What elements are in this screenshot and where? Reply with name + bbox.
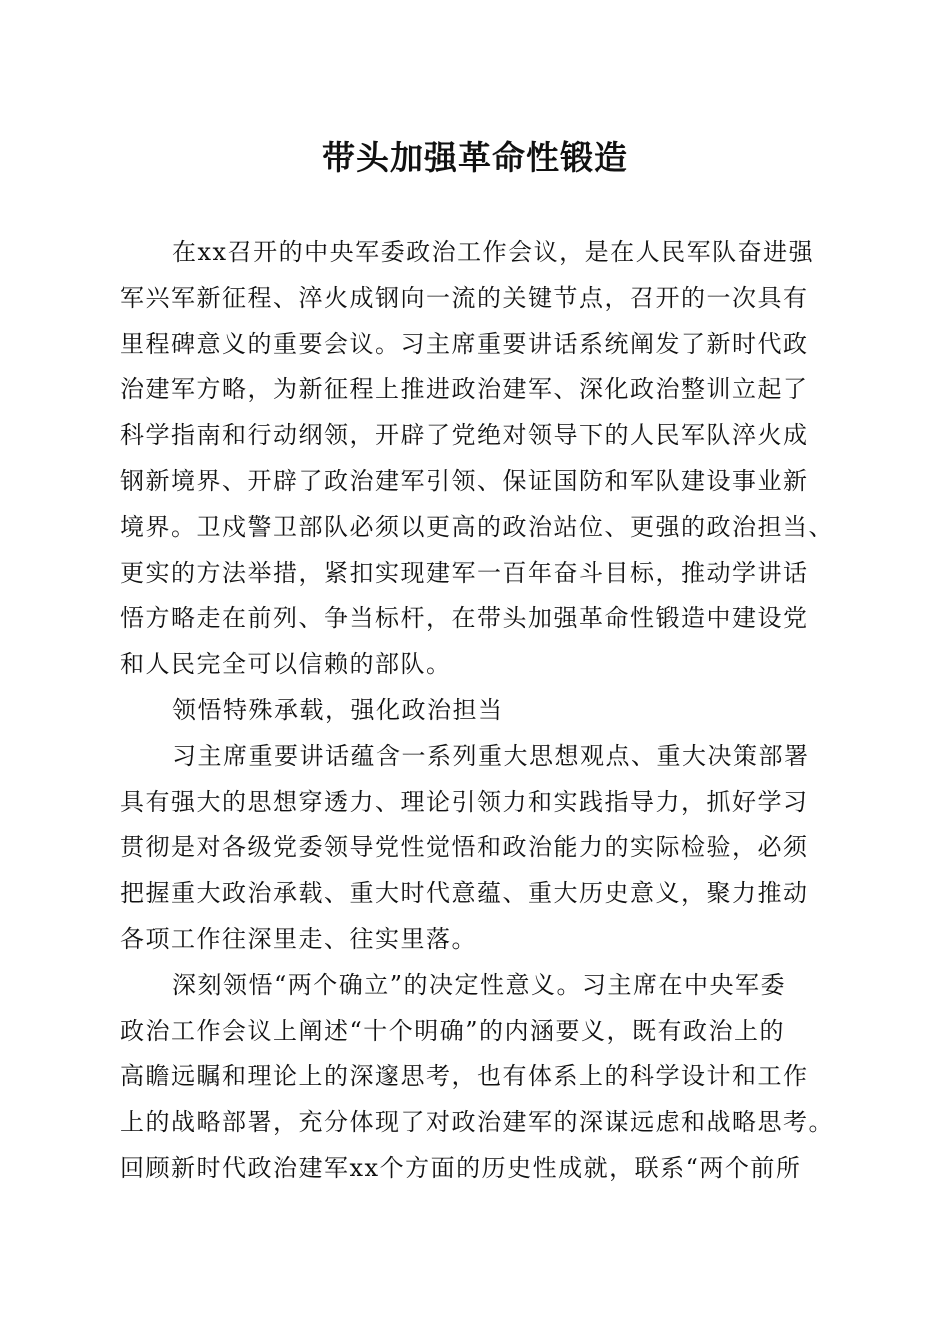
paragraph-line: 具有强大的思想穿透力、理论引领力和实践指导力，抓好学习 xyxy=(120,787,809,816)
paragraph-line: 军兴军新征程、淬火成钢向一流的关键节点，召开的一次具有 xyxy=(120,283,809,312)
paragraph-line: 悟方略走在前列、争当标杆，在带头加强革命性锻造中建设党 xyxy=(120,604,809,633)
paragraph-line: 回顾新时代政治建军xx个方面的历史性成就，联系“两个前所 xyxy=(120,1153,802,1182)
paragraph-line: 各项工作往深里走、往实里落。 xyxy=(120,924,477,953)
paragraph-line: 政治工作会议上阐述“十个明确”的内涵要义，既有政治上的 xyxy=(120,1016,786,1045)
paragraph-line: 深刻领悟“两个确立”的决定性意义。习主席在中央军委 xyxy=(172,970,787,999)
paragraph-line: 境界。卫戍警卫部队必须以更高的政治站位、更强的政治担当、 xyxy=(120,512,834,541)
paragraph-line: 和人民完全可以信赖的部队。 xyxy=(120,650,452,679)
paragraph-line: 把握重大政治承载、重大时代意蕴、重大历史意义，聚力推动 xyxy=(120,879,809,908)
document-title: 带头加强革命性锻造 xyxy=(322,138,628,177)
paragraph-line: 里程碑意义的重要会议。习主席重要讲话系统阐发了新时代政 xyxy=(120,329,809,358)
section-heading: 领悟特殊承载，强化政治担当 xyxy=(172,695,504,724)
paragraph-line: 在xx召开的中央军委政治工作会议，是在人民军队奋进强 xyxy=(172,238,815,266)
document-body xyxy=(120,230,840,1192)
paragraph-line: 高瞻远瞩和理论上的深邃思考，也有体系上的科学设计和工作 xyxy=(120,1062,809,1091)
paragraph-line: 更实的方法举措，紧扣实现建军一百年奋斗目标，推动学讲话 xyxy=(120,558,809,587)
paragraph-line: 上的战略部署，充分体现了对政治建军的深谋远虑和战略思考。 xyxy=(120,1108,834,1137)
paragraph-line: 习主席重要讲话蕴含一系列重大思想观点、重大决策部署 xyxy=(172,741,810,770)
paragraph-line: 治建军方略，为新征程上推进政治建军、深化政治整训立起了 xyxy=(120,375,809,404)
paragraph-line: 贯彻是对各级党委领导党性觉悟和政治能力的实际检验，必须 xyxy=(120,833,809,862)
paragraph-line: 科学指南和行动纲领，开辟了党绝对领导下的人民军队淬火成 xyxy=(120,421,809,450)
paragraph-line: 钢新境界、开辟了政治建军引领、保证国防和军队建设事业新 xyxy=(120,466,809,495)
